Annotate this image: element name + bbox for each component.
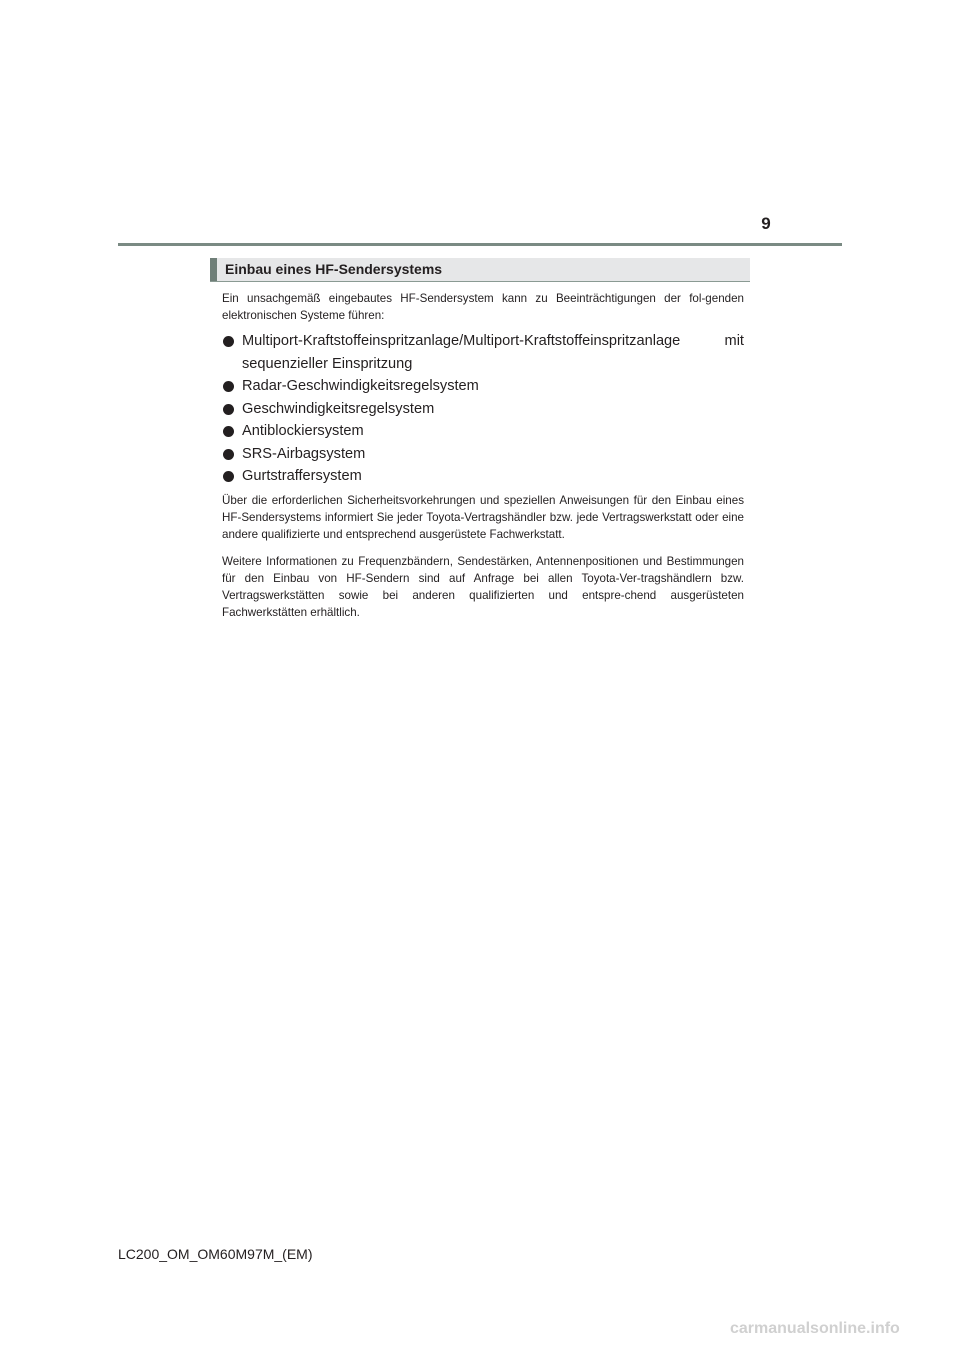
bullet-icon	[223, 381, 234, 392]
list-item-text: Gurtstraffersystem	[242, 468, 362, 484]
list-item-text-line2: sequenzieller Einspritzung	[242, 355, 413, 372]
list-item	[222, 375, 744, 398]
list-item-text: Antiblockiersystem	[242, 423, 364, 439]
bullet-icon	[223, 449, 234, 460]
list-item	[222, 330, 744, 375]
intro-paragraph: Ein unsachgemäß eingebautes HF-Sendersystem kann zu Beeinträchtigungen der fol-genden elektronischen Systeme führen:	[222, 292, 744, 322]
bullet-icon	[223, 471, 234, 482]
affected-systems-list	[222, 330, 744, 488]
list-item	[222, 465, 744, 488]
section-content	[222, 290, 744, 631]
list-item	[222, 443, 744, 466]
bullet-icon	[223, 336, 234, 347]
header-rule	[118, 243, 842, 246]
list-item	[222, 420, 744, 443]
list-item	[222, 398, 744, 421]
list-item-text: SRS-Airbagsystem	[242, 445, 366, 462]
section-heading	[210, 258, 750, 282]
list-item-text: Geschwindigkeitsregelsystem	[242, 400, 435, 417]
page-number: 9	[761, 214, 771, 233]
list-item-text: Radar-Geschwindigkeitsregelsystem	[242, 378, 479, 394]
document-code: LC200_OM_OM60M97M_(EM)	[118, 1246, 313, 1262]
watermark: carmanualsonline.info	[730, 1320, 900, 1337]
list-item-text-line1: Multiport-Kraftstoffeinspritzanlage/Multiport-Kraftstoffeinspritzanlage mit	[242, 333, 744, 349]
info-paragraph: Weitere Informationen zu Frequenzbändern, Sendestärken, Antennenpositionen und Bestimmungen für den Einbau von HF-Sendern sind auf Anfrage bei allen Toyota-Ver-tragshändlern bzw. Vertragswerkstätten sowie bei anderen qualifizierten und entspre-chend ausgerüsteten Fachwerkstätten erhältlich.	[222, 554, 744, 619]
safety-paragraph: Über die erforderlichen Sicherheitsvorkehrungen und speziellen Anweisungen für den Einbau eines HF-Sendersystems informiert Sie jeder Toyota-Vertragshändler bzw. jede Vertragswerkstatt oder eine andere qualifizierte und entsprechend ausgerüstete Fachwerkstatt.	[222, 493, 744, 541]
bullet-icon	[223, 404, 234, 415]
heading-bar	[210, 258, 217, 281]
section-title: Einbau eines HF-Sendersystems	[225, 261, 443, 277]
bullet-icon	[223, 426, 234, 437]
